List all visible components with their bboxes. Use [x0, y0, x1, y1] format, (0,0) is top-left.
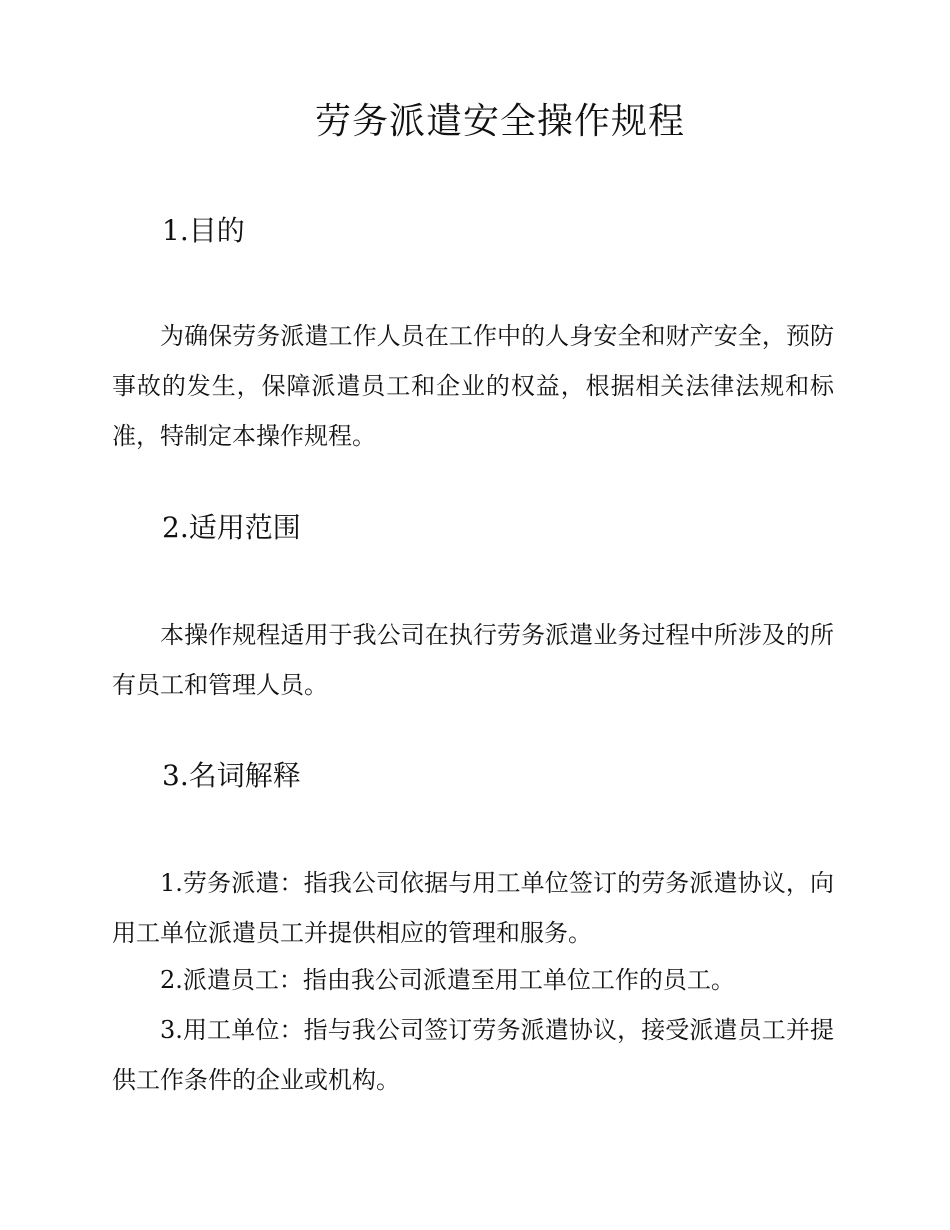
definition-item-employing-unit: 3.用工单位：指与我公司签订劳务派遣协议，接受派遣员工并提供工作条件的企业或机构。 — [112, 1016, 834, 1094]
section-heading-purpose: 1.目的 — [162, 214, 245, 247]
section-paragraph-purpose: 为确保劳务派遣工作人员在工作中的人身安全和财产安全，预防事故的发生，保障派遣员工和企业的权益，根据相关法律法规和标准，特制定本操作规程。 — [112, 322, 834, 450]
definition-item-labor-dispatch: 1.劳务派遣：指我公司依据与用工单位签订的劳务派遣协议，向用工单位派遣员工并提供相应的管理和服务。 — [112, 869, 834, 947]
section-heading-scope: 2.适用范围 — [162, 511, 301, 544]
section-paragraph-scope: 本操作规程适用于我公司在执行劳务派遣业务过程中所涉及的所有员工和管理人员。 — [112, 621, 834, 699]
document-title: 劳务派遣安全操作规程 — [314, 101, 685, 142]
section-heading-definitions: 3.名词解释 — [162, 759, 301, 792]
definition-item-dispatched-employee: 2.派遣员工：指由我公司派遣至用工单位工作的员工。 — [160, 966, 735, 994]
